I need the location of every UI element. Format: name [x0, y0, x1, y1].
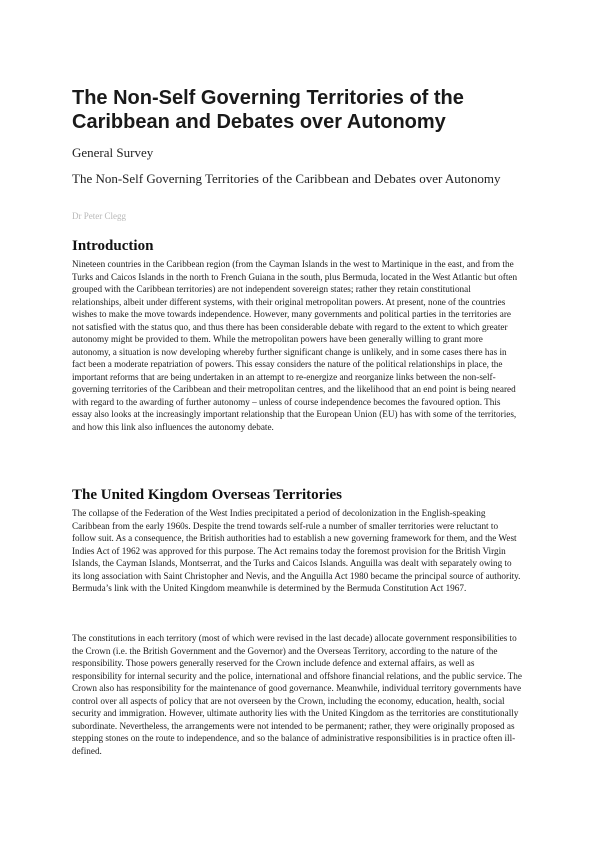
- section-paragraph: Nineteen countries in the Caribbean region (from the Cayman Islands in the west to Martinique in the east, and from the Turks and Caicos Islands in the north to French Guiana in the south, plus Bermuda, located in the West Atlantic but often grouped with the Caribbean territories) are not independent sovereign states; rather they retain constitutional relationships, albeit under different systems, with their original metropolitan powers. At present, none of the countries wishes to make the move towards independence. However, many governments and political parties in the territories are not satisfied with the status quo, and thus there has been considerable debate with regard to the extent to which greater autonomy might be provided to them. While the metropolitan powers have been generally willing to grant more autonomy, a situation is now developing whereby further significant change is unlikely, and in some cases there has in fact been a moderate repatriation of powers. This essay considers the nature of the political relationships in place, the important reforms that are being undertaken in an attempt to re-energize and reorganize links between the non-self-governing territories of the Caribbean and their metropolitan centres, and the likelihood that an end point is being neared with regard to the awarding of further autonomy – unless of course independence becomes the favoured option. This essay also looks at the increasingly important relationship that the European Union (EU) has with some of the territories, and how this link also influences the autonomy debate.: [72, 259, 518, 432]
- section-heading-uk-territories: The United Kingdom Overseas Territories: [72, 487, 342, 503]
- section-heading-introduction: Introduction: [72, 238, 154, 254]
- section-paragraph: The constitutions in each territory (most of which were revised in the last decade) allocate government responsibilities to the Crown (i.e. the British Government and the Governor) and the Overseas Territory, according to the nature of the responsibility. Those powers generally reserved for the Crown include defence and external affairs, as well as responsibility for internal security and the police, international and offshore financial relations, and the public service. The Crown also has responsibility for the maintenance of good governance. Meanwhile, individual territory governments have control over all aspects of policy that are not overseen by the Crown, including the economy, education, health, social security and immigration. However, ultimate authority lies with the United Kingdom as the territories are constitutionally subordinate. Nevertheless, the arrangements were not intended to be permanent; rather, they were originally proposed as stepping stones on the route to independence, and so the balance of administrative responsibilities is in practice often ill-defined.: [72, 633, 522, 756]
- document-author: Dr Peter Clegg: [72, 211, 126, 221]
- section-paragraph: The collapse of the Federation of the West Indies precipitated a period of decolonization in the English-speaking Caribbean from the early 1960s. Despite the trend towards self-rule a number of smaller territories were reluctant to follow suit. As a consequence, the British authorities had to establish a new governing framework for them, and the West Indies Act of 1962 was approved for this purpose. The Act remains today the foremost provision for the British Virgin Islands, the Cayman Islands, Montserrat, and the Turks and Caicos Islands. Anguilla was dealt with separately owing to its long association with Saint Christopher and Nevis, and the Anguilla Act 1980 became the principal source of authority. Bermuda’s link with the United Kingdom meanwhile is determined by the Bermuda Constitution Act 1967.: [72, 508, 521, 593]
- document-category: General Survey: [72, 145, 154, 160]
- document-title: The Non-Self Governing Territories of the Caribbean and Debates over Autonomy: [72, 87, 464, 133]
- document-subtitle: The Non-Self Governing Territories of the Caribbean and Debates over Autonomy: [72, 171, 501, 186]
